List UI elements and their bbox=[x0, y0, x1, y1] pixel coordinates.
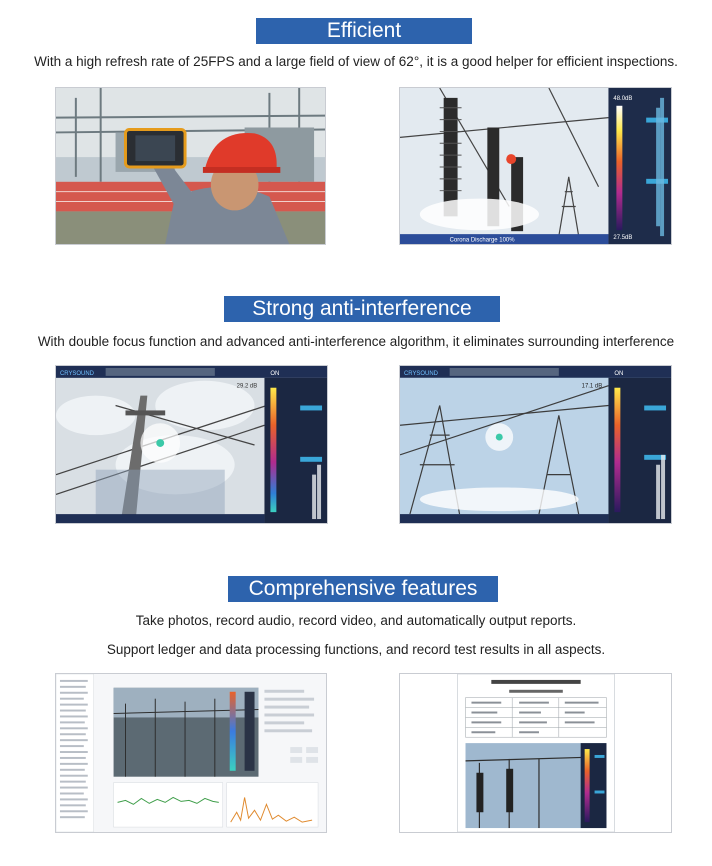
comprehensive-caption-2: Support ledger and data processing functions, and record test results in all aspects. bbox=[106, 642, 606, 657]
comprehensive-caption-1: Take photos, record audio, record video, and automatically output reports. bbox=[135, 613, 577, 628]
photo-corona-discharge-screen bbox=[399, 87, 672, 245]
scale-top-label: 48.0dB bbox=[613, 95, 633, 102]
anti-interference-caption: With double focus function and advanced anti-interference algorithm, it eliminates surrounding interference bbox=[37, 334, 675, 349]
app-label: CRYSOUND bbox=[59, 370, 94, 377]
photo-double-focus-screen-1 bbox=[55, 365, 328, 524]
scale-bottom-label: 27.5dB bbox=[613, 235, 633, 242]
photo-test-report bbox=[399, 673, 672, 833]
photo-software-screen bbox=[55, 673, 327, 833]
db-value: 29.2 dB bbox=[236, 383, 258, 390]
db-value-2: 17.1 dB bbox=[581, 383, 603, 390]
section-title-comprehensive: Comprehensive features bbox=[228, 576, 498, 602]
app-label-2: CRYSOUND bbox=[403, 370, 438, 377]
corona-overlay-text: Corona Discharge 100% bbox=[449, 237, 515, 244]
photo-worker-inspection bbox=[55, 87, 326, 245]
tab-label: ON bbox=[270, 370, 280, 377]
photo-double-focus-screen-2 bbox=[399, 365, 672, 524]
tab-label-2: ON bbox=[614, 370, 624, 377]
section-title-efficient: Efficient bbox=[256, 18, 472, 44]
efficient-caption: With a high refresh rate of 25FPS and a large field of view of 62°, it is a good helper for efficient inspections. bbox=[34, 54, 678, 69]
section-title-anti-interference: Strong anti-interference bbox=[224, 296, 500, 322]
